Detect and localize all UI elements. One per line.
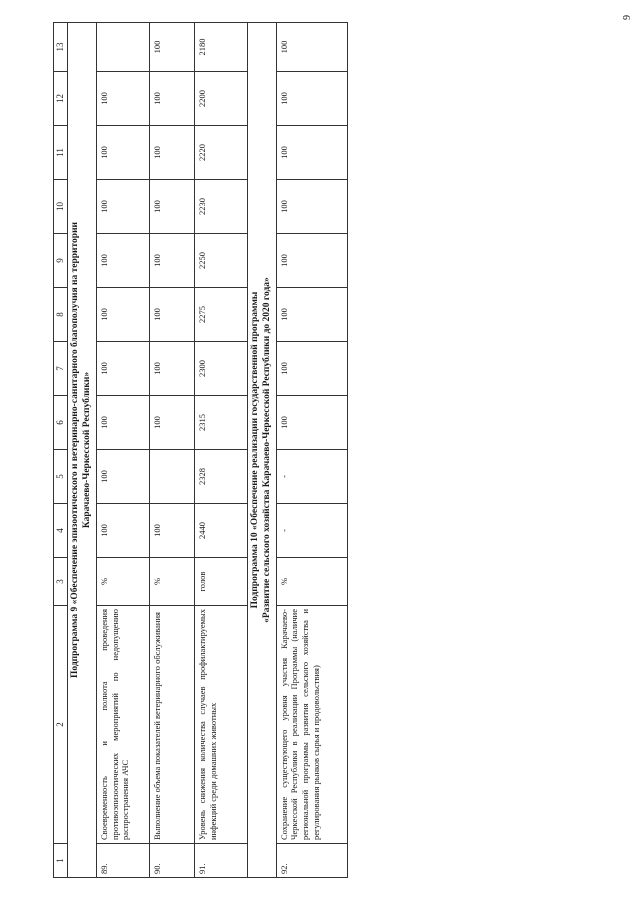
value-cell: - [276, 504, 347, 558]
value-cell: 100 [276, 23, 347, 72]
value-cell: 2220 [195, 126, 248, 180]
col-header: 9 [54, 234, 68, 288]
col-header: 2 [54, 606, 68, 844]
table-row [150, 23, 195, 878]
col-header: 12 [54, 72, 68, 126]
row-description: Своевременность и полнота проведения противоэпизоотических мероприятий по недопущению распространения АЧС [97, 606, 150, 844]
value-cell: 100 [97, 342, 150, 396]
col-header: 10 [54, 180, 68, 234]
value-cell: 100 [97, 126, 150, 180]
value-cell: 2180 [195, 23, 248, 72]
value-cell: 2200 [195, 72, 248, 126]
table-row [276, 23, 347, 878]
value-cell: 2300 [195, 342, 248, 396]
value-cell: 100 [97, 288, 150, 342]
value-cell: 100 [97, 396, 150, 450]
section-title [68, 23, 97, 878]
value-cell: 100 [150, 504, 195, 558]
value-cell: 100 [150, 23, 195, 72]
col-header: 13 [54, 23, 68, 72]
section-title-line: Подпрограмма 10 «Обеспечение реализации государственной программы [250, 291, 260, 609]
section-title-line: «Развитие сельского хозяйства Карачаево-Черкесской Республики до 2020 года» [261, 277, 272, 623]
value-cell: 2440 [195, 504, 248, 558]
value-cell: 100 [276, 234, 347, 288]
col-header: 7 [54, 342, 68, 396]
value-cell: 100 [97, 234, 150, 288]
value-cell: 100 [150, 396, 195, 450]
value-cell [150, 450, 195, 504]
value-cell: 2230 [195, 180, 248, 234]
value-cell: 100 [276, 396, 347, 450]
value-cell: 100 [276, 288, 347, 342]
row-unit: голов [195, 558, 248, 606]
value-cell: 100 [97, 450, 150, 504]
header-row [54, 23, 68, 878]
indicators-table [53, 22, 348, 878]
value-cell: 100 [150, 72, 195, 126]
value-cell: 100 [276, 126, 347, 180]
value-cell: 2315 [195, 396, 248, 450]
value-cell: 100 [97, 72, 150, 126]
col-header: 8 [54, 288, 68, 342]
value-cell: 2275 [195, 288, 248, 342]
value-cell: 100 [150, 180, 195, 234]
section-title-line: Карачаево-Черкесской Республики» [82, 371, 93, 529]
row-unit: % [150, 558, 195, 606]
col-header: 4 [54, 504, 68, 558]
rotated-table-sheet [53, 23, 375, 878]
value-cell: 100 [97, 180, 150, 234]
value-cell: 100 [97, 504, 150, 558]
section-title [248, 23, 277, 878]
table-row [195, 23, 248, 878]
row-number: 91. [195, 844, 248, 878]
section-title-line: Подпрограмма 9 «Обеспечение эпизоотического и ветеринарно-санитарного благополучия на территории [70, 221, 81, 679]
col-header: 6 [54, 396, 68, 450]
page-number: 9 [622, 15, 633, 20]
value-cell: 100 [150, 234, 195, 288]
row-description: Выполнение объема показателей ветеринарного обслуживания [150, 606, 195, 844]
value-cell: 2250 [195, 234, 248, 288]
row-unit: % [276, 558, 347, 606]
col-header: 3 [54, 558, 68, 606]
value-cell: 100 [150, 342, 195, 396]
value-cell: 100 [150, 288, 195, 342]
value-cell: 100 [150, 126, 195, 180]
value-cell: - [276, 450, 347, 504]
row-number: 92. [276, 844, 347, 878]
section-header-row [248, 23, 277, 878]
value-cell [97, 23, 150, 72]
col-header: 11 [54, 126, 68, 180]
row-unit: % [97, 558, 150, 606]
row-description: Уровень снижения количества случаев профилактируемых инфекций среди домашних животных [195, 606, 248, 844]
row-number: 90. [150, 844, 195, 878]
col-header: 5 [54, 450, 68, 504]
value-cell: 100 [276, 72, 347, 126]
value-cell: 100 [276, 180, 347, 234]
value-cell: 100 [276, 342, 347, 396]
col-header: 1 [54, 844, 68, 878]
table-row [97, 23, 150, 878]
value-cell: 2328 [195, 450, 248, 504]
row-number: 89. [97, 844, 150, 878]
section-header-row [68, 23, 97, 878]
row-description: Сохранение существующего уровня участия Карачаево-Черкесской Республики в реализации Программы (наличие региональной программы развития сельского хозяйства и регулирования рынков сырья и продовольствия) [276, 606, 347, 844]
